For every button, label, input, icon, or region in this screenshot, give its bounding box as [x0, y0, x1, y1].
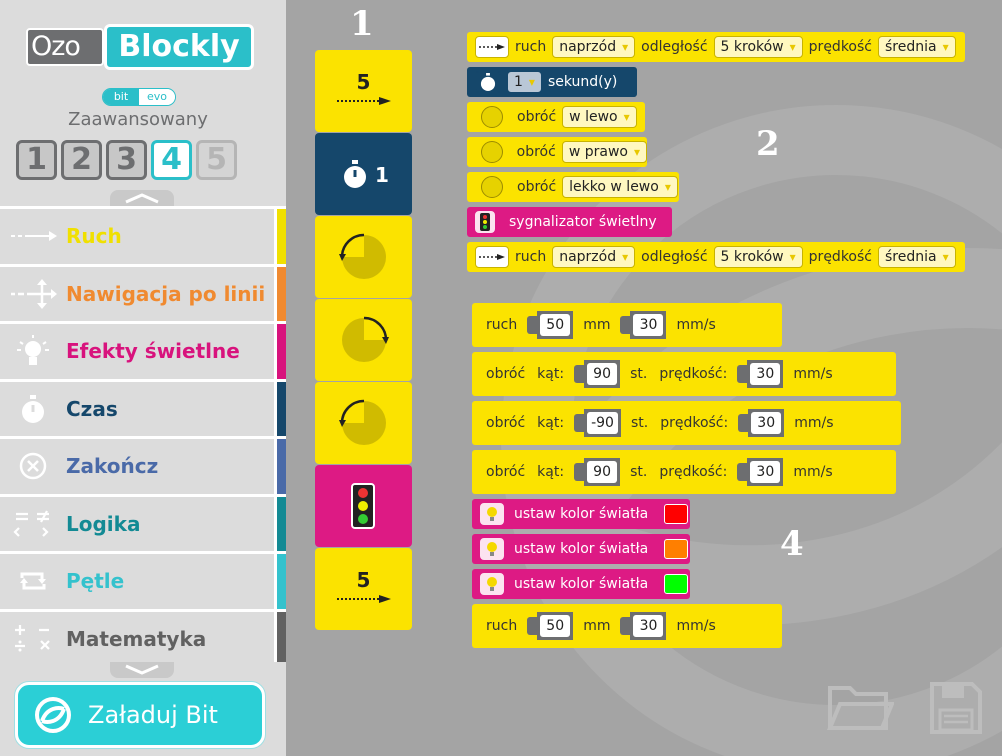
category-color-bar — [274, 324, 286, 379]
label-4: 4 — [780, 524, 804, 564]
set-color-block-1[interactable] — [472, 499, 690, 529]
speed-input[interactable]: 30 — [620, 310, 666, 340]
line-navigation-icon — [0, 279, 66, 309]
seconds-label: sekund(y) — [547, 74, 618, 90]
light-bulb-icon — [480, 503, 504, 525]
move-label: ruch — [515, 249, 547, 265]
distance-label: odległość — [641, 39, 708, 55]
stop-x-icon — [0, 451, 66, 481]
traffic-light-block-tall[interactable] — [315, 465, 412, 547]
speed-label: prędkość: — [659, 464, 728, 480]
save-disk-icon[interactable] — [928, 680, 984, 736]
math-icon — [0, 624, 66, 654]
category-color-bar — [274, 497, 286, 552]
speed-label: prędkość: — [660, 415, 729, 431]
move-mm-block[interactable] — [472, 303, 782, 347]
category-label: Pętle — [66, 569, 125, 594]
bit-label: bit — [103, 89, 139, 105]
distance-label: odległość — [641, 249, 708, 265]
speed-unit: mm/s — [793, 464, 833, 480]
stopwatch-icon — [341, 159, 369, 189]
traffic-light-label: sygnalizator świetlny — [509, 214, 657, 230]
turn-dropdown[interactable]: lekko w lewo ▾ — [562, 176, 678, 198]
upload-bit-button[interactable] — [15, 682, 265, 748]
category-label: Efekty świetlne — [66, 339, 240, 364]
stopwatch-icon — [0, 393, 66, 425]
upload-icon — [18, 695, 88, 735]
traffic-light-icon — [475, 211, 495, 233]
logo-ozo-text: Ozo — [26, 28, 104, 66]
label-2: 2 — [756, 124, 780, 164]
turn-block-2[interactable] — [467, 137, 647, 167]
move-label: ruch — [515, 39, 547, 55]
category-color-bar — [274, 267, 286, 322]
timer-value: 1 — [375, 163, 389, 187]
category-label: Zakończ — [66, 454, 159, 479]
set-color-block-3[interactable] — [472, 569, 690, 599]
category-efekty[interactable] — [0, 321, 286, 379]
degree-unit: st. — [630, 415, 649, 431]
turn-left-block-tall-2[interactable] — [315, 382, 412, 464]
category-list — [0, 206, 286, 662]
direction-dropdown[interactable]: naprzód ▾ — [552, 246, 635, 268]
seconds-dropdown[interactable]: 1 ▾ — [507, 71, 542, 93]
arrow-right-icon — [475, 36, 509, 58]
category-color-bar — [274, 439, 286, 494]
turn-dropdown[interactable]: w prawo ▾ — [562, 141, 647, 163]
category-petle[interactable] — [0, 551, 286, 609]
move-block[interactable] — [467, 32, 965, 62]
turn-right-block-tall[interactable] — [315, 299, 412, 381]
stopwatch-icon — [475, 71, 501, 93]
category-label: Czas — [66, 396, 118, 421]
speed-label: prędkość — [808, 39, 872, 55]
upload-label: Załaduj Bit — [88, 701, 218, 729]
level-5-button[interactable]: 5 — [196, 140, 237, 180]
degree-unit: st. — [630, 464, 648, 480]
arrow-right-icon — [0, 229, 66, 243]
loop-icon — [0, 566, 66, 596]
speed-unit: mm/s — [676, 618, 716, 634]
rotate-label: obróć — [486, 366, 526, 382]
mm-input[interactable]: 50 — [527, 611, 573, 641]
mm-input[interactable]: 50 — [527, 310, 573, 340]
category-label: Nawigacja po linii — [66, 281, 266, 306]
turn-left-icon — [481, 106, 503, 128]
speed-input[interactable]: 30 — [737, 359, 783, 389]
turn-dropdown[interactable]: w lewo ▾ — [562, 106, 636, 128]
turn-right-icon — [481, 141, 503, 163]
rotate-label: obróć — [486, 415, 526, 431]
move-mm-block-2[interactable] — [472, 604, 782, 648]
turn-label: obróć — [517, 179, 557, 195]
degree-unit: st. — [630, 366, 648, 382]
category-matematyka[interactable] — [0, 609, 286, 663]
wait-block[interactable] — [467, 67, 637, 97]
level-selector — [16, 140, 237, 180]
level-1-button[interactable]: 1 — [16, 140, 57, 180]
rotate-block-1[interactable] — [472, 352, 896, 396]
scroll-up-button[interactable] — [110, 190, 174, 206]
angle-input[interactable]: 90 — [574, 457, 620, 487]
bit-evo-badge — [102, 88, 176, 106]
level-3-button[interactable]: 3 — [106, 140, 147, 180]
set-color-block-2[interactable] — [472, 534, 690, 564]
workspace[interactable] — [286, 0, 1002, 756]
category-color-bar — [274, 382, 286, 437]
light-bulb-icon — [480, 573, 504, 595]
speed-unit: mm/s — [676, 317, 716, 333]
category-logika[interactable] — [0, 494, 286, 552]
category-nawigacja[interactable] — [0, 264, 286, 322]
color-swatch-orange[interactable] — [664, 539, 688, 559]
turn-left-block-tall[interactable] — [315, 216, 412, 298]
move-block-tall-2[interactable] — [315, 548, 412, 630]
speed-dropdown[interactable]: średnia ▾ — [878, 36, 956, 58]
label-1: 1 — [350, 4, 374, 44]
speed-dropdown[interactable]: średnia ▾ — [878, 246, 956, 268]
traffic-light-block[interactable] — [467, 207, 672, 237]
distance-dropdown[interactable]: 5 kroków ▾ — [714, 246, 803, 268]
arrow-right-icon — [337, 96, 391, 106]
move-block-2[interactable] — [467, 242, 965, 272]
move-label: ruch — [486, 618, 518, 634]
set-color-label: ustaw kolor światła — [514, 506, 649, 522]
light-bulb-icon — [0, 334, 66, 368]
color-swatch-green[interactable] — [664, 574, 688, 594]
turn-block-3[interactable] — [467, 172, 679, 202]
level-4-button[interactable]: 4 — [151, 140, 192, 180]
mm-unit: mm — [583, 618, 611, 634]
scroll-down-button[interactable] — [110, 662, 174, 678]
angle-label: kąt: — [537, 464, 565, 480]
chevron-down-icon — [122, 664, 162, 676]
sidebar — [0, 0, 286, 756]
logic-icon — [0, 509, 66, 539]
turn-label: obróć — [516, 144, 556, 160]
mm-unit: mm — [583, 317, 611, 333]
ozo-blockly-logo — [26, 24, 258, 76]
folder-icon[interactable] — [826, 680, 894, 736]
rotate-label: obróć — [486, 464, 526, 480]
category-label: Matematyka — [66, 626, 207, 651]
move-block-tall[interactable] — [315, 50, 412, 132]
turn-block-1[interactable] — [467, 102, 645, 132]
category-color-bar — [274, 209, 286, 264]
turn-left-icon — [339, 398, 389, 448]
category-color-bar — [274, 554, 286, 609]
distance-value: 5 — [356, 568, 371, 592]
color-swatch-red[interactable] — [664, 504, 688, 524]
speed-input[interactable]: 30 — [620, 611, 666, 641]
category-zakoncz[interactable] — [0, 436, 286, 494]
angle-input[interactable]: 90 — [574, 359, 620, 389]
rotate-block-3[interactable] — [472, 450, 896, 494]
arrow-right-icon — [337, 594, 391, 604]
category-czas[interactable] — [0, 379, 286, 437]
turn-left-icon — [481, 176, 503, 198]
turn-right-icon — [339, 315, 389, 365]
level-2-button[interactable]: 2 — [61, 140, 102, 180]
chevron-up-icon — [122, 192, 162, 204]
distance-value: 5 — [356, 70, 371, 94]
speed-input[interactable]: 30 — [737, 457, 783, 487]
light-bulb-icon — [480, 538, 504, 560]
speed-label: prędkość — [808, 249, 872, 265]
set-color-label: ustaw kolor światła — [514, 576, 649, 592]
direction-dropdown[interactable]: naprzód ▾ — [552, 36, 635, 58]
speed-label: prędkość: — [659, 366, 728, 382]
timer-block-tall[interactable] — [315, 133, 412, 215]
category-ruch[interactable] — [0, 206, 286, 264]
move-label: ruch — [486, 317, 518, 333]
angle-label: kąt: — [537, 366, 565, 382]
speed-input[interactable]: 30 — [738, 408, 784, 438]
logo-blockly-text: Blockly — [104, 24, 254, 70]
rotate-block-2[interactable] — [472, 401, 901, 445]
set-color-label: ustaw kolor światła — [514, 541, 649, 557]
traffic-light-icon — [351, 483, 375, 529]
turn-label: obróć — [517, 109, 557, 125]
speed-unit: mm/s — [794, 415, 834, 431]
turn-left-icon — [339, 232, 389, 282]
category-label: Ruch — [66, 224, 122, 249]
category-label: Logika — [66, 511, 141, 536]
distance-dropdown[interactable]: 5 kroków ▾ — [714, 36, 803, 58]
level-name: Zaawansowany — [68, 109, 208, 130]
category-color-bar — [274, 612, 286, 663]
angle-input[interactable]: -90 — [574, 408, 621, 438]
angle-label: kąt: — [537, 415, 565, 431]
evo-label: evo — [139, 89, 175, 105]
arrow-right-icon — [475, 246, 509, 268]
speed-unit: mm/s — [793, 366, 833, 382]
